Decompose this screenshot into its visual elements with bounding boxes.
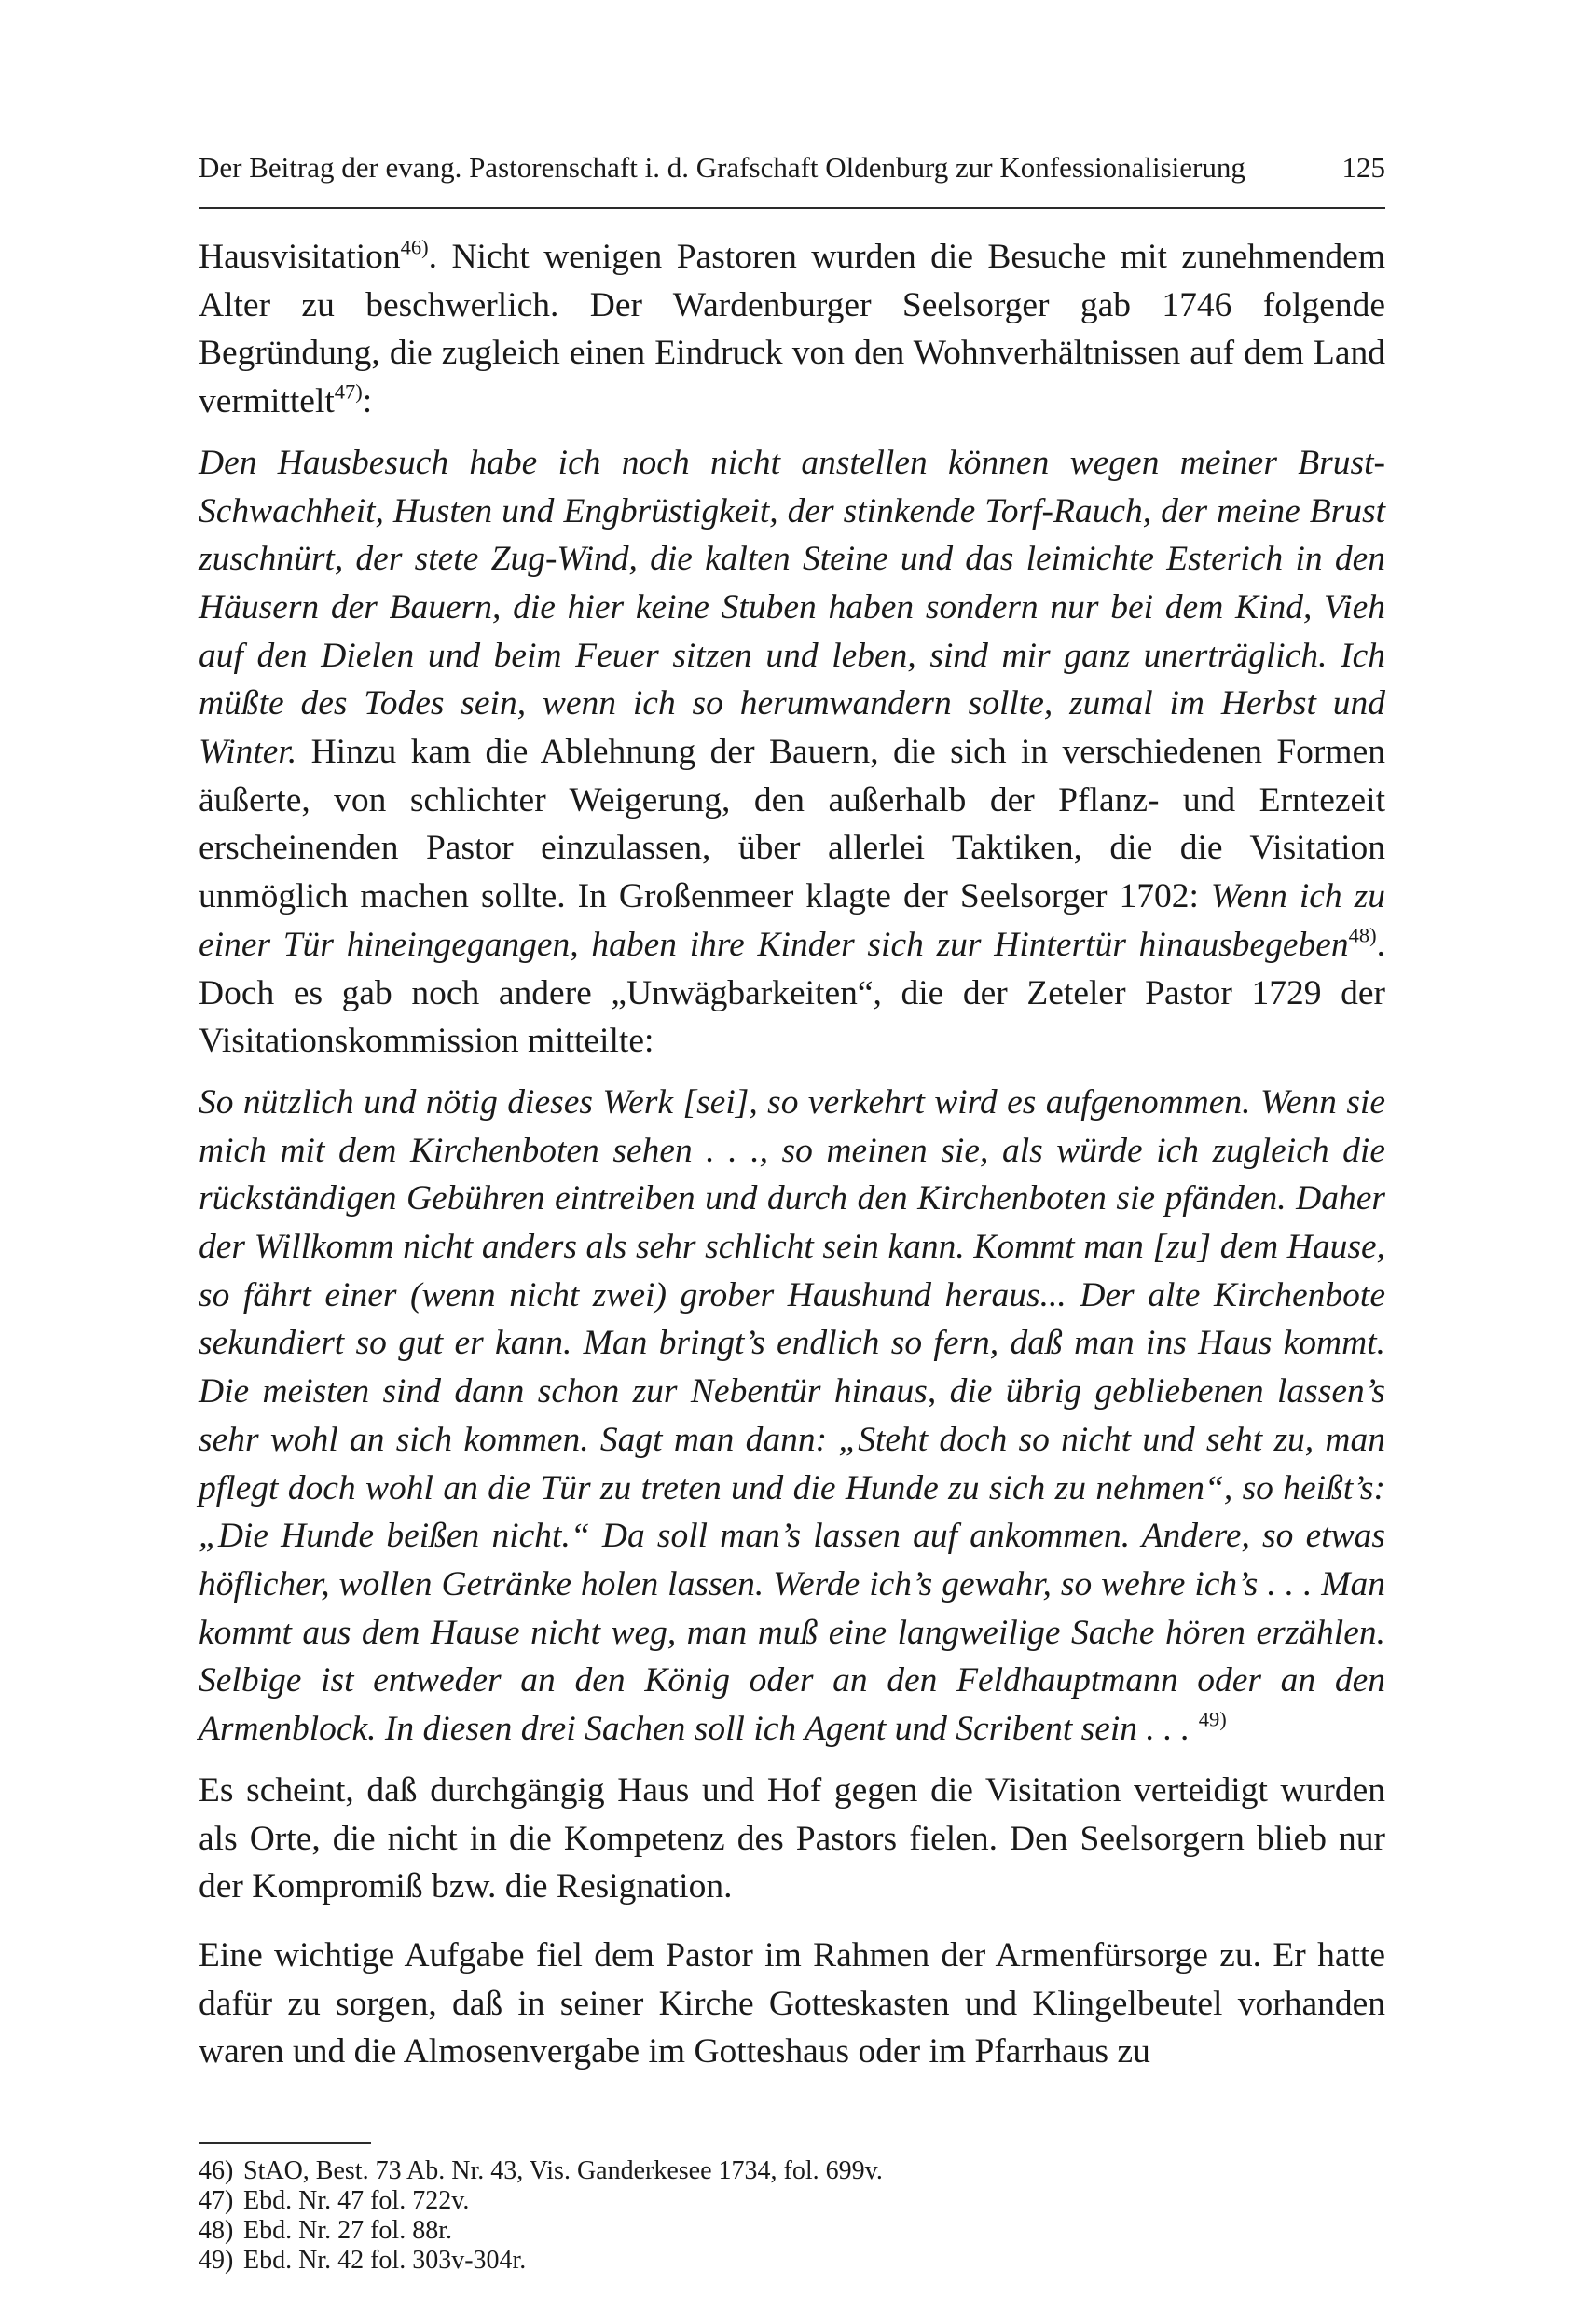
- footnote-mark: 49): [199, 2246, 234, 2275]
- footnote-ref-46: 46): [400, 235, 429, 259]
- footnote-47: [199, 2186, 1385, 2216]
- footnote-mark: 48): [199, 2216, 234, 2245]
- paragraph-5: Eine wichtige Aufgabe fiel dem Pastor im Rahmen der Armenfürsorge zu. Er hatte dafür zu sorgen, daß in seiner Kirche Gotteskasten und Klingelbeutel vorhanden waren und die Almosenvergabe im Gotteshaus oder im Pfarrhaus zu: [199, 1935, 1385, 2071]
- text-run: . Doch es gab noch andere „Unwägbarkeiten“, die der Zeteler Pastor 1729 der Visitationskommission mitteilte:: [199, 925, 1385, 1061]
- footnote-48: [199, 2216, 1385, 2246]
- paragraph-4: Es scheint, daß durchgängig Haus und Hof gegen die Visitation verteidigt wurden als Orte, die nicht in die Kompetenz des Pastors fielen. Den Seelsorgern blieb nur der Kompromiß bzw. die Resignation.: [199, 1770, 1385, 1906]
- footnote-ref-47: 47): [334, 379, 363, 404]
- paragraph-2: [199, 439, 1385, 1066]
- body-text: [199, 233, 1385, 2076]
- quote-grossenmeer: Wenn ich zu einer Tür hineingegangen, haben ihre Kinder sich zur Hintertür hinausbegeben: [199, 877, 1385, 964]
- footnote-46: [199, 2156, 1385, 2186]
- footnote-49: [199, 2246, 1385, 2276]
- text-run: . Nicht wenigen Pastoren wurden die Besuche mit zunehmendem Alter zu beschwerlich. Der Wardenburger Seelsorger gab 1746 folgende Begründung, die zugleich einen Eindruck von den Wohnverhältnissen auf dem Land vermittelt: [199, 238, 1385, 421]
- text-run: Hinzu kam die Ablehnung der Bauern, die sich in verschiedenen Formen äußerte, von schlichter Weigerung, den außerhalb der Pflanz- und Erntezeit erscheinenden Pastor einzulassen, über allerlei Taktiken, die die Visitation unmöglich machen sollte. In Großenmeer klagte der Seelsorger 1702:: [199, 733, 1385, 916]
- footnote-rule: [199, 2142, 371, 2144]
- text-run: So nützlich und nötig dieses Werk [sei], so verkehrt wird es aufgenommen. Wenn sie mich mit dem Kirchenboten sehen . . ., so meinen sie, als würde ich zugleich die rückständigen Gebühren eintreiben und durch den Kirchenboten sie pfänden. Daher der Willkomm nicht anders als sehr schlicht sein kann. Kommt man [zu] dem Hause, so fährt einer (wenn nicht zwei) grober Haushund heraus... Der alte Kirchenbote sekundiert so gut er kann. Man bringt’s endlich so fern, daß man ins Haus kommt. Die meisten sind dann schon zur Nebentür hinaus, die übrig gebliebenen lassen’s sehr wohl an sich kommen. Sagt man dann: „Steht doch so nicht und seht zu, man pflegt doch wohl an die Tür zu treten und die Hunde zu sich zu nehmen“, so heißt’s: „Die Hunde beißen nicht.“ Da soll man’s lassen auf ankommen. Andere, so etwas höflicher, wollen Getränke holen lassen. Werde ich’s gewahr, so wehre ich’s . . . Man kommt aus dem Hause nicht weg, man muß eine langweilige Sache hören erzählen. Selbige ist entweder an den König oder an den Feldhauptmann oder an den Armenblock. In diesen drei Sachen soll ich Agent und Scribent sein . . .: [199, 1082, 1385, 1749]
- footnote-text: Ebd. Nr. 47 fol. 722v.: [243, 2186, 470, 2215]
- footnote-text: Ebd. Nr. 42 fol. 303v-304r.: [243, 2246, 527, 2275]
- header-rule: [199, 207, 1385, 209]
- text-run: :: [362, 382, 373, 421]
- footnote-text: StAO, Best. 73 Ab. Nr. 43, Vis. Ganderkesee 1734, fol. 699v.: [243, 2156, 883, 2185]
- page-number: 125: [1341, 151, 1385, 184]
- quote-wardenburg: Den Hausbesuch habe ich noch nicht anstellen können wegen meiner Brust-Schwachheit, Husten und Engbrüstigkeit, der stinkende Torf-Rauch, der meine Brust zuschnürt, der stete Zug-Wind, die kalten Steine und das leimichte Esterich in den Häusern der Bauern, die hier keine Stuben haben sondern nur bei dem Kind, Vieh auf den Dielen und beim Feuer sitzen und leben, sind mir ganz unerträglich. Ich müßte des Todes sein, wenn ich so herumwandern sollte, zumal im Herbst und Winter.: [199, 443, 1385, 772]
- footnote-ref-49: 49): [1198, 1707, 1227, 1731]
- footnote-mark: 46): [199, 2156, 234, 2185]
- footnote-ref-48: 48): [1348, 923, 1377, 947]
- text-run: Hausvisitation: [199, 238, 401, 276]
- footnotes: [199, 2156, 1385, 2276]
- quote-zetel: [199, 1079, 1385, 1754]
- running-head-title: Der Beitrag der evang. Pastorenschaft i. d. Grafschaft Oldenburg zur Konfessionalisierung: [199, 151, 1245, 184]
- paragraph-1: [199, 233, 1385, 426]
- footnote-text: Ebd. Nr. 27 fol. 88r.: [243, 2216, 452, 2245]
- footnote-mark: 47): [199, 2186, 234, 2215]
